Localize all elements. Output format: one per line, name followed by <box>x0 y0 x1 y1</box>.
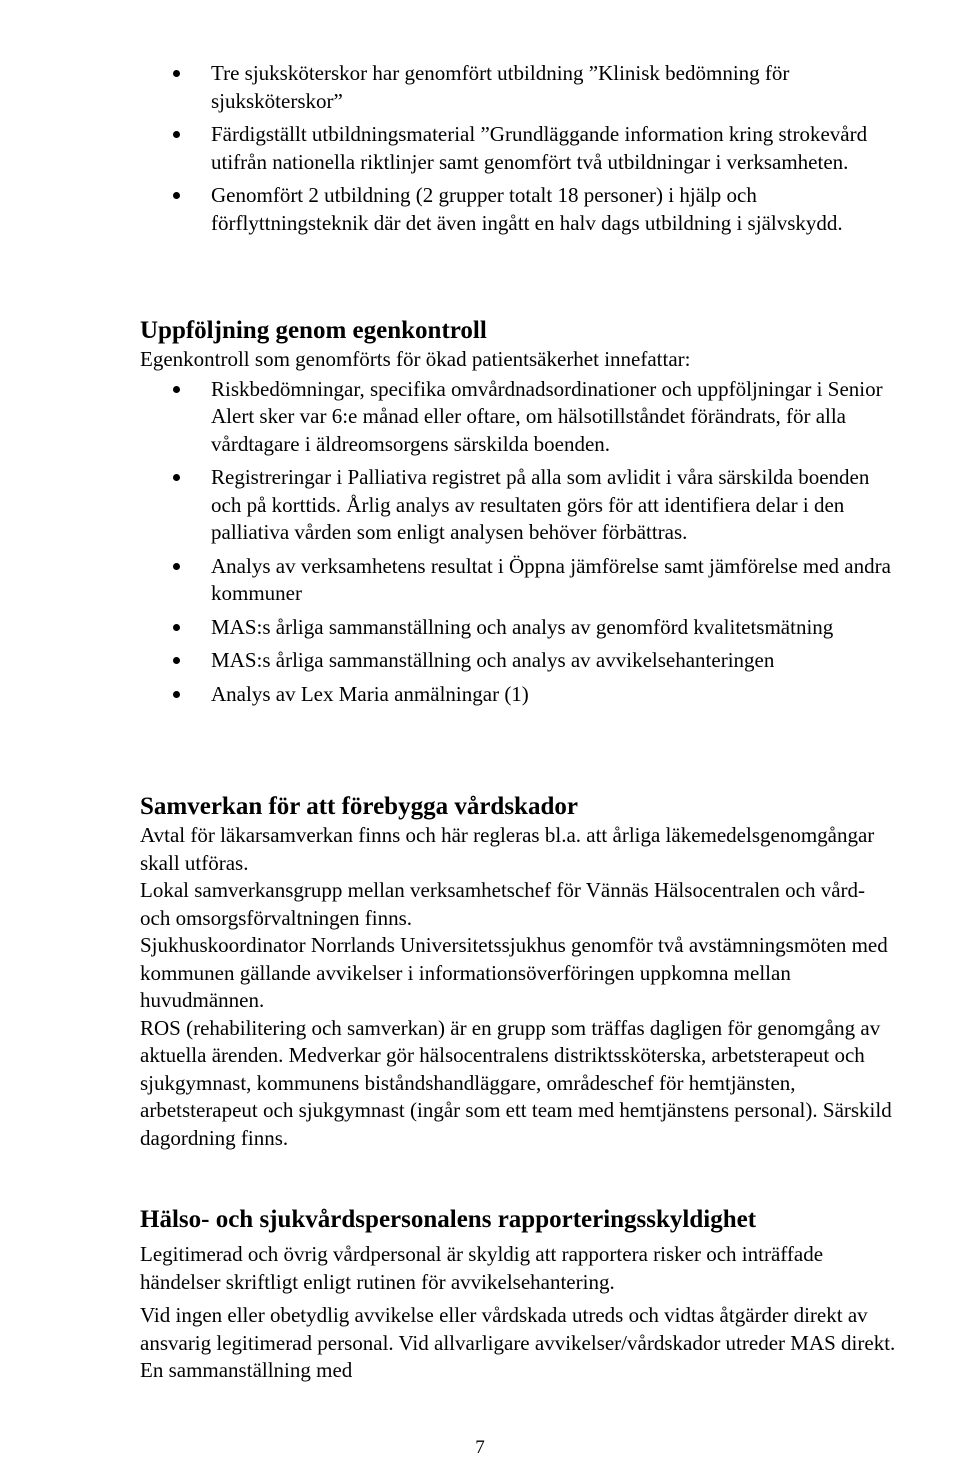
list-item-text: Analys av verksamhetens resultat i Öppna jämförelse samt jämförelse med andra kommuner <box>211 553 891 605</box>
list-item-text: Tre sjuksköterskor har genomfört utbildning ”Klinisk bedömning för sjuksköterskor” <box>211 61 790 113</box>
section-intro: Egenkontroll som genomförts för ökad patientsäkerhet innefattar: <box>140 347 691 371</box>
list-item <box>140 182 900 237</box>
bullet-icon <box>173 192 180 199</box>
bullet-icon <box>173 386 180 393</box>
list-item <box>140 376 900 459</box>
paragraph: Legitimerad och övrig vårdpersonal är skyldig att rapportera risker och inträffade händelser skriftligt enligt rutinen för avvikelsehantering. <box>140 1242 824 1294</box>
section-heading: Hälso- och sjukvårdspersonalens rapporteringsskyldighet <box>140 1206 757 1233</box>
paragraph: Vid ingen eller obetydlig avvikelse eller vårdskada utreds och vidtas åtgärder direkt av ansvarig legitimerad personal. Vid allvarligare avvikelser/vårdskador utreder MAS direkt. En sammanställning med <box>140 1303 896 1382</box>
egenkontroll-bullet-list <box>140 376 900 709</box>
list-item-text: MAS:s årliga sammanställning och analys av avvikelsehanteringen <box>211 648 775 672</box>
section-samverkan <box>140 792 900 1152</box>
list-item <box>140 553 900 608</box>
section-rapporteringsskyldighet <box>140 1205 900 1385</box>
list-item-text: MAS:s årliga sammanställning och analys av genomförd kvalitetsmätning <box>211 614 834 639</box>
bullet-icon <box>173 657 180 664</box>
bullet-icon <box>173 691 180 698</box>
list-item <box>140 614 900 642</box>
list-item <box>140 121 900 176</box>
paragraph: Lokal samverkansgrupp mellan verksamhetschef för Vännäs Hälsocentralen och vård- och omsorgsförvaltningen finns. <box>140 878 866 930</box>
list-item-text: Genomfört 2 utbildning (2 grupper totalt 18 personer) i hjälp och förflyttningsteknik där det även ingått en halv dags utbildning i självskydd. <box>211 183 843 235</box>
section-heading: Uppföljning genom egenkontroll <box>140 317 487 344</box>
bullet-icon <box>173 563 180 570</box>
bullet-icon <box>173 624 180 631</box>
paragraph: Avtal för läkarsamverkan finns och här regleras bl.a. att årliga läkemedelsgenomgångar skall utföras. <box>140 823 875 875</box>
list-item-text: Analys av Lex Maria anmälningar (1) <box>211 681 529 706</box>
paragraph: ROS (rehabilitering och samverkan) är en grupp som träffas dagligen för genomgång av aktuella ärenden. Medverkar gör hälsocentralens distriktssköterska, arbetsterapeut och sjukgymnast, kommunens biståndshandläggare, områdeschef för hemtjänsten, arbetsterapeut och sjukgymnast (ingår som ett team med hemtjänstens personal). Särskild dagordning finns. <box>140 1015 892 1150</box>
list-item <box>140 464 900 547</box>
bullet-icon <box>173 70 180 77</box>
list-item <box>140 647 900 675</box>
list-item-text: Färdigställt utbildningsmaterial ”Grundläggande information kring strokevård utifrån nationella riktlinjer samt genomfört två utbildningar i verksamheten. <box>211 122 868 174</box>
section-heading: Samverkan för att förebygga vårdskador <box>140 793 578 820</box>
list-item-text: Riskbedömningar, specifika omvårdnadsordinationer och uppföljningar i Senior Alert sker var 6:e månad eller oftare, om hälsotillståndet förändrats, för alla vårdtagare i äldreomsorgens särskilda boenden. <box>211 376 883 456</box>
paragraph: Sjukhuskoordinator Norrlands Universitetssjukhus genomför två avstämningsmöten med kommunen gällande avvikelser i informationsöverföringen uppkomna mellan huvudmännen. <box>140 933 888 1012</box>
page-number: 7 <box>475 1437 485 1458</box>
bullet-icon <box>173 131 180 138</box>
intro-bullet-list <box>140 60 900 237</box>
list-item <box>140 60 900 115</box>
list-item <box>140 681 900 709</box>
bullet-icon <box>173 474 180 481</box>
list-item-text: Registreringar i Palliativa registret på alla som avlidit i våra särskilda boenden och på korttids. Årlig analys av resultaten görs för att identifiera delar i den palliativa vården som enligt analysen behöver förbättras. <box>211 465 870 544</box>
section-egenkontroll <box>140 316 900 708</box>
